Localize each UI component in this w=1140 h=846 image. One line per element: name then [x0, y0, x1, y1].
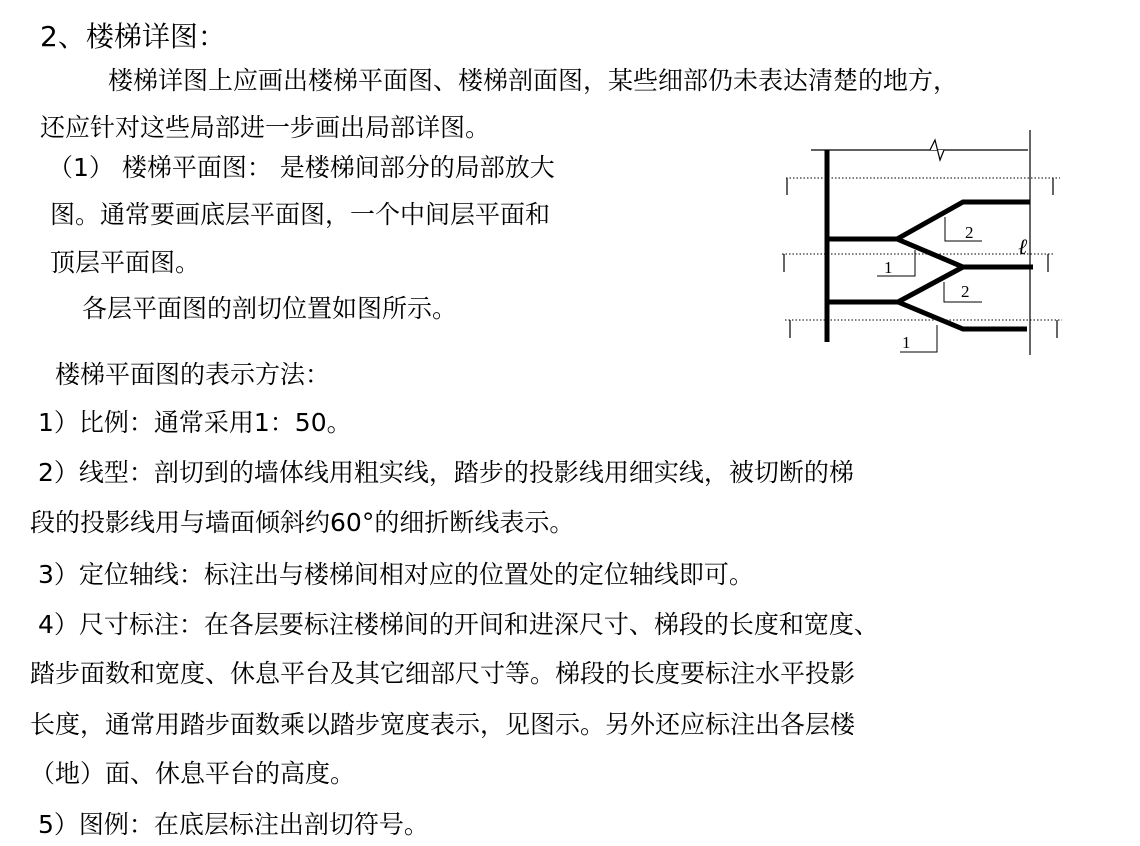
plan-line-1: （1） 楼梯平面图： 是楼梯间部分的局部放大: [48, 153, 555, 182]
plan-line-2: 图。通常要画底层平面图，一个中间层平面和: [50, 200, 551, 229]
item-2: 2）线型：剖切到的墙体线用粗实线，踏步的投影线用细实线，被切断的梯: [38, 458, 854, 487]
item-4-cont-2: 长度，通常用踏步面数乘以踏步宽度表示，见图示。另外还应标注出各层楼: [30, 710, 856, 739]
item-4-cont-1: 踏步面数和宽度、休息平台及其它细部尺寸等。梯段的长度要标注水平投影: [30, 659, 856, 688]
item-4-cont-3: （地）面、休息平台的高度。: [30, 759, 356, 788]
method-title: 楼梯平面图的表示方法：: [55, 360, 331, 389]
intro-line-1: 楼梯详图上应画出楼梯平面图、楼梯剖面图，某些细部仍未表达清楚的地方，: [108, 66, 959, 95]
heading: 2、楼梯详图：: [40, 20, 226, 53]
plan-line-4: 各层平面图的剖切位置如图所示。: [82, 294, 458, 323]
walls-and-flights: [827, 150, 1033, 342]
flight-label: 1: [902, 333, 911, 352]
flight-label: 2: [965, 223, 974, 242]
flight-label: 1: [884, 258, 893, 277]
item-3: 3）定位轴线：标注出与楼梯间相对应的位置处的定位轴线即可。: [38, 560, 754, 589]
axis-symbol: ℓ: [1018, 234, 1028, 259]
item-4: 4）尺寸标注：在各层要标注楼梯间的开间和进深尺寸、梯段的长度和宽度、: [38, 610, 879, 639]
item-2-cont: 段的投影线用与墙面倾斜约60°的细折断线表示。: [30, 508, 575, 537]
item-1: 1）比例：通常采用1：50。: [38, 408, 352, 437]
break-mark: [930, 140, 944, 160]
flight-label: 2: [961, 282, 970, 301]
plan-line-3: 顶层平面图。: [50, 248, 201, 277]
intro-line-2: 还应针对这些局部进一步画出局部详图。: [40, 113, 491, 142]
item-5: 5）图例：在底层标注出剖切符号。: [38, 810, 429, 839]
